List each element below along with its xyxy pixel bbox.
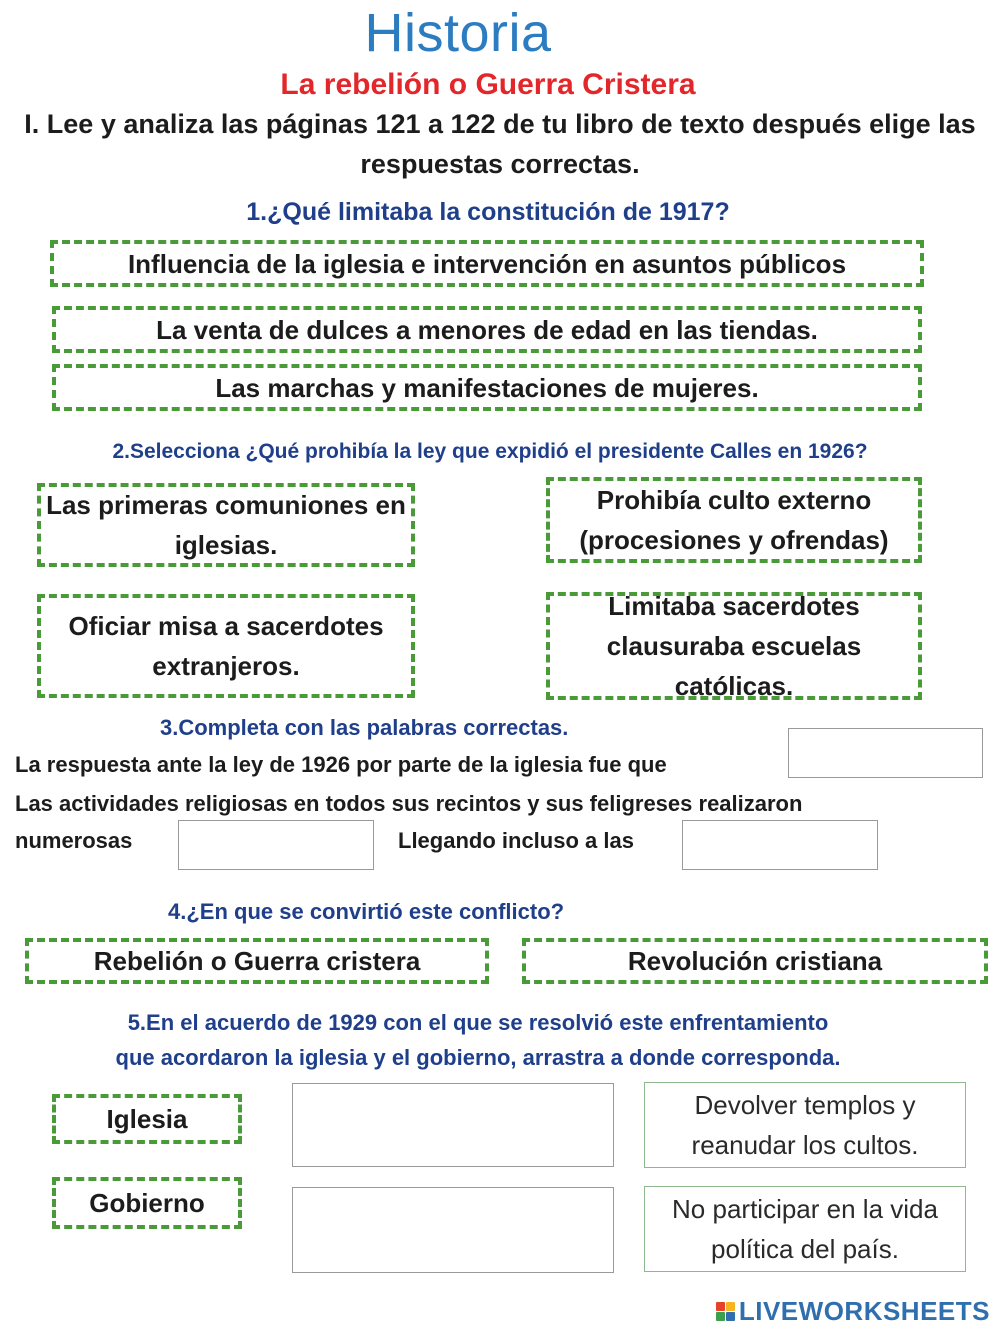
- instructions: I. Lee y analiza las páginas 121 a 122 de tu libro de texto después elige las respuestas correctas.: [24, 109, 976, 179]
- question-1: 1.¿Qué limitaba la constitución de 1917?: [246, 198, 730, 226]
- q1-option-2[interactable]: La venta de dulces a menores de edad en las tiendas.: [52, 306, 922, 353]
- q2-option-3[interactable]: Oficiar misa a sacerdotes extranjeros.: [37, 594, 415, 698]
- q5-draggable-card-1[interactable]: Devolver templos y reanudar los cultos.: [644, 1082, 966, 1168]
- q3-answer-2-input[interactable]: [178, 820, 374, 870]
- q2-option-1[interactable]: Las primeras comuniones en iglesias.: [37, 483, 415, 567]
- q1-option-1[interactable]: Influencia de la iglesia e intervención en asuntos públicos: [50, 240, 924, 287]
- question-3: 3.Completa con las palabras correctas.: [160, 715, 569, 740]
- q4-option-2[interactable]: Revolución cristiana: [522, 938, 988, 984]
- question-5-line-2: que acordaron la iglesia y el gobierno, arrastra a donde corresponda.: [115, 1045, 841, 1070]
- q4-option-1[interactable]: Rebelión o Guerra cristera: [25, 938, 489, 984]
- q5-drop-zone-iglesia[interactable]: [292, 1083, 614, 1167]
- q3-answer-3-input[interactable]: [682, 820, 878, 870]
- q3-sentence-1: La respuesta ante la ley de 1926 por parte de la iglesia fue que: [15, 752, 667, 777]
- q3-answer-1-input[interactable]: [788, 728, 983, 778]
- liveworksheets-logo: [716, 1296, 990, 1327]
- q5-drop-zone-gobierno[interactable]: [292, 1187, 614, 1273]
- q1-option-3[interactable]: Las marchas y manifestaciones de mujeres.: [52, 364, 922, 411]
- q2-option-4[interactable]: Limitaba sacerdotes clausuraba escuelas católicas.: [546, 592, 922, 700]
- page-title: Historia: [364, 3, 552, 63]
- q5-label-gobierno: Gobierno: [52, 1177, 242, 1229]
- q3-sentence-2: Las actividades religiosas en todos sus recintos y sus feligreses realizaron: [15, 791, 803, 816]
- question-2: 2.Selecciona ¿Qué prohibía la ley que expidió el presidente Calles en 1926?: [112, 440, 868, 463]
- liveworksheets-brand-text: LIVEWORKSHEETS: [738, 1296, 990, 1326]
- page-subtitle: La rebelión o Guerra Cristera: [280, 68, 696, 101]
- q5-label-iglesia: Iglesia: [52, 1094, 242, 1144]
- q3-sentence-3a: numerosas: [15, 828, 133, 853]
- q5-draggable-card-2[interactable]: No participar en la vida política del país.: [644, 1186, 966, 1272]
- q3-sentence-3b: Llegando incluso a las: [398, 828, 634, 853]
- question-5-line-1: 5.En el acuerdo de 1929 con el que se resolvió este enfrentamiento: [127, 1010, 829, 1035]
- liveworksheets-logo-icon: [716, 1302, 735, 1321]
- q2-option-2[interactable]: Prohibía culto externo (procesiones y ofrendas): [546, 477, 922, 563]
- question-4: 4.¿En que se convirtió este conflicto?: [168, 899, 565, 924]
